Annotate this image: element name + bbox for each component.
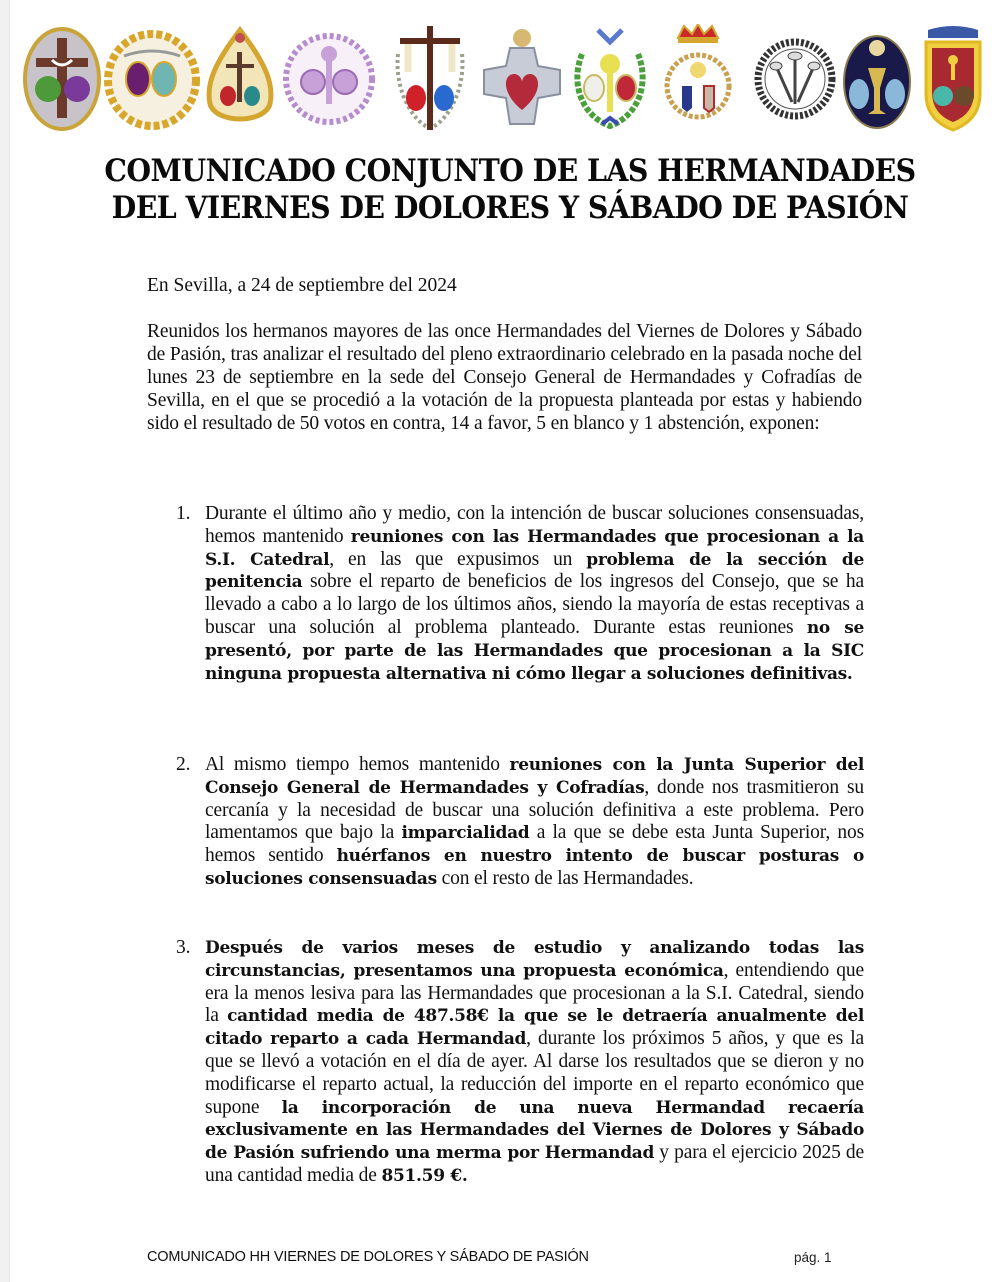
list-item-text — [205, 503, 864, 685]
text-segment: a la que se debe esta Junta Superior, nos hemos sentido — [205, 822, 865, 867]
list-item-number: 1. — [176, 503, 191, 524]
text-segment: , en las que expusimos un — [329, 548, 587, 570]
bold-segment: imparcialidad — [401, 823, 530, 844]
text-segment: Durante el último año y medio, con la intención de buscar soluciones consensuadas, hemos mantenido — [205, 503, 864, 547]
crest-cross-green-violet-icon — [22, 24, 102, 134]
page-number: pág. 1 — [794, 1250, 832, 1265]
footer-title: COMUNICADO HH VIERNES DE DOLORES Y SÁBADO DE PASIÓN — [147, 1249, 589, 1265]
bold-segment: Después de varios meses de estudio y analizando todas las circunstancias, presentamos una propuesta económica — [205, 938, 864, 981]
list-item-text — [205, 754, 864, 891]
crest-gold-cross-icon — [204, 24, 276, 134]
title-line-2: DEL VIERNES DE DOLORES Y SÁBADO DE PASIÓN — [111, 190, 909, 226]
crest-crucifix-shroud-icon — [386, 24, 474, 134]
crest-red-shield-icon — [918, 24, 988, 134]
bold-segment: reuniones con la Junta Superior del Consejo General de Hermandades y Cofradías — [205, 755, 864, 798]
text-segment: , entendiendo que era la menos lesiva para las Hermandades que procesionan a la S.I. Catedral, siendo la — [205, 959, 864, 1027]
text-segment: , durante los próximos 5 años, y que es la que se llevó a votación en el día de ayer. Al darse los resultados que se dieron y no modificarse el reparto actual, la reducción del importe en el reparto económico que supone — [205, 1028, 864, 1118]
bold-segment: no se presentó, por parte de las Hermandades que procesionan a la SIC ninguna propuesta alternativa ni cómo llegar a soluciones definitivas. — [205, 617, 864, 684]
text-segment: , donde nos trasmitieron su cercanía y la necesidad de buscar una solución definitiva a este problema. Pero lamentamos que bajo la — [205, 776, 864, 844]
page-title — [73, 153, 947, 227]
bold-segment: problema de la sección de penitencia — [205, 549, 864, 593]
intro-paragraph: Reunidos los hermanos mayores de las once Hermandades del Viernes de Dolores y Sábado de Pasión, tras analizar el resultado del pleno extraordinario celebrado en la pasada noche del lunes 23 de septiembre en la sede del Consejo General de Hermandades y Cofradías de Sevilla, en el que se procedió a la votación de la propuesta planteada por estas y habiendo sido el resultado de 50 votos en contra, 14 a favor, 5 en blanco y 1 abstención, exponen: — [147, 321, 862, 435]
bold-segment: cantidad media de 487.58€ la que se le detraería anualmente del citado reparto a cada Hermandad — [205, 1006, 864, 1050]
date-line: En Sevilla, a 24 de septiembre del 2024 — [147, 275, 457, 296]
crest-navy-chalice-icon — [842, 24, 912, 134]
list-item — [176, 937, 864, 1188]
crest-thorn-nails-icon — [752, 24, 838, 134]
crest-green-wreath-icon — [568, 24, 652, 134]
list-item-number: 2. — [176, 754, 191, 775]
list-item-number: 3. — [176, 937, 191, 958]
viewer-left-margin — [0, 0, 10, 1282]
text-segment: Al mismo tiempo hemos mantenido — [205, 754, 510, 775]
bold-segment: 851.59 €. — [381, 1165, 468, 1186]
bold-segment: huérfanos en nuestro intento de buscar posturas o soluciones consensuadas — [205, 846, 864, 889]
crest-row — [18, 24, 990, 134]
crest-crown-chain-icon — [662, 24, 734, 134]
text-segment: con el resto de las Hermandades. — [436, 867, 694, 889]
list-item — [176, 754, 864, 891]
crest-lilac-thorns-icon — [280, 24, 378, 134]
list-item — [176, 503, 864, 685]
text-segment: sobre el reparto de beneficios de los ingresos del Consejo, que se ha llevado a cabo a lo largo de los últimos años, siendo la mayoría de estas receptivas a buscar una solución al problema planteado. Durante estas reuniones — [205, 571, 864, 638]
list-item-text — [205, 937, 864, 1188]
bold-segment: reuniones con las Hermandades que procesionan a la S.I. Catedral — [205, 526, 864, 570]
crest-gold-jhs-icon — [104, 24, 200, 134]
title-line-1: COMUNICADO CONJUNTO DE LAS HERMANDADES — [104, 153, 916, 189]
bold-segment: la incorporación de una nueva Hermandad recaería exclusivamente en las Hermandades del Viernes de Dolores y Sábado de Pasión sufriendo una merma por Hermandad — [205, 1097, 864, 1164]
text-segment: y para el ejercicio 2025 de una cantidad media de — [205, 1142, 864, 1186]
crest-silver-cross-heart-icon — [480, 24, 564, 134]
